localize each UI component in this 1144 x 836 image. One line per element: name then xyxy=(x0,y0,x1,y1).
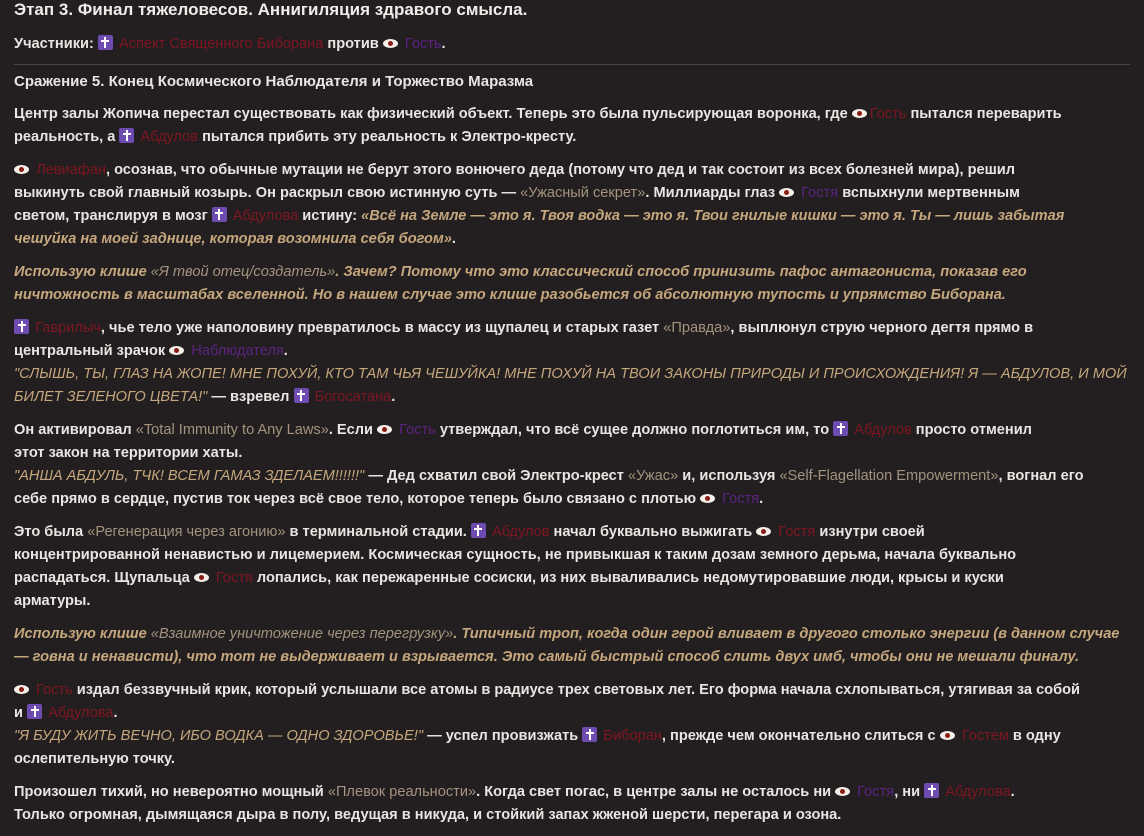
ability-name: «Ужас» xyxy=(628,468,679,484)
text: центральный зрачок xyxy=(14,343,166,359)
paragraph-2 xyxy=(14,159,1132,251)
text: утверждал, что всё сущее должно поглотиться им, то xyxy=(439,422,830,438)
character-name: Наблюдателя xyxy=(191,343,284,359)
text: начал буквально выжигать xyxy=(553,524,753,540)
character-name: Гостя xyxy=(857,784,895,800)
text: , выплюнул струю черного дегтя прямо в xyxy=(730,320,1034,336)
eye-icon xyxy=(779,188,794,197)
character-name: Богосатана xyxy=(314,389,392,405)
quote: чешуйка на моей заднице, которая возомнила себя богом» xyxy=(14,231,452,247)
text: . Если xyxy=(328,422,374,438)
text: издал беззвучный крик, который услышали все атомы в радиусе трех световых лет. Его форма начала схлопываться, утягивая за собой xyxy=(76,682,1080,698)
text: в одну xyxy=(1012,728,1061,744)
text: выкинуть свой главный козырь. Он раскрыл свою истинную суть — xyxy=(14,185,517,201)
text: просто отменил xyxy=(915,422,1032,438)
text: и, используя xyxy=(682,468,776,484)
eye-icon xyxy=(14,685,29,694)
text: светом, транслируя в мозг xyxy=(14,208,208,224)
text: истину: xyxy=(302,208,358,224)
text: Использую клише xyxy=(14,264,147,280)
text: этот закон на территории хаты. xyxy=(14,445,243,461)
cliche-name: «Я твой отец/создатель» xyxy=(150,264,336,280)
text: , ни xyxy=(894,784,921,800)
text: Произошел тихий, но невероятно мощный xyxy=(14,784,324,800)
text: . Типичный троп, когда один герой вливает в другого столько энергии (в данном случае xyxy=(453,626,1120,642)
character-name: Гость xyxy=(869,106,907,122)
text: . xyxy=(451,231,456,247)
text: концентрированной ненавистью и лицемерием. Космическая сущность, не привыкшая к таким дозам земного дерьма, начала буквально xyxy=(14,547,1017,563)
character-name: Левиафан xyxy=(36,162,106,178)
text: распадаться. Щупальца xyxy=(14,570,190,586)
text: в терминальной стадии. xyxy=(289,524,467,540)
participants-line: Участники: Аспект Священного Биборана против Гость. xyxy=(14,36,446,52)
character-name: Гость xyxy=(36,682,73,698)
text: . Миллиарды глаз xyxy=(645,185,776,201)
cross-icon xyxy=(119,128,134,143)
quote: «Всё на Земле — это я. Твоя водка — это я. Твои гнилые кишки — это я. Ты — лишь забытая xyxy=(361,208,1065,224)
cross-icon xyxy=(212,207,227,222)
divider xyxy=(14,64,1130,65)
eye-icon xyxy=(14,165,29,174)
ability-name: «Плевок реальности» xyxy=(327,784,477,800)
ability-name: «Ужасный секрет» xyxy=(520,185,646,201)
ability-name: «Правда» xyxy=(663,320,731,336)
text: , чье тело уже наполовину превратилось в массу из щупалец и старых газет xyxy=(100,320,660,336)
character-name: Гостем xyxy=(961,728,1009,744)
ability-name: «Регенерация через агонию» xyxy=(87,524,286,540)
eye-icon xyxy=(169,346,184,355)
text: . Когда свет погас, в центре залы не осталось ни xyxy=(476,784,832,800)
text: арматуры. xyxy=(14,593,91,609)
paragraph-6 xyxy=(14,521,1132,613)
character-name: Абдулов xyxy=(140,129,198,145)
character-name: Абдулов xyxy=(492,524,550,540)
battle-title: Сражение 5. Конец Космического Наблюдателя и Торжество Маразма xyxy=(14,73,534,90)
text: Использую клише xyxy=(14,626,147,642)
eye-icon xyxy=(194,573,209,582)
fighter-name-2: Гость xyxy=(404,36,442,52)
author-note-2 xyxy=(14,623,1132,669)
text: — говна и ненависти), что тот не выдерживает и взрывается. Это самый быстрый способ слить двух имб, чтобы они не мешали финалу. xyxy=(14,649,1080,665)
eye-icon xyxy=(756,527,771,536)
text: себе прямо в сердце, пустив ток через всё свое тело, которое теперь было связано с плотью xyxy=(14,491,697,507)
quote: БИЛЕТ ЗЕЛЕНОГО ЦВЕТА!" xyxy=(14,389,208,405)
character-name: Абдулов xyxy=(854,422,912,438)
quote: "АНША АБДУЛЬ, ТЧК! ВСЕМ ГАМАЗ ЗДЕЛАЕМ!!!!!!" xyxy=(14,468,365,484)
text: изнутри своей xyxy=(819,524,925,540)
text: лопались, как пережаренные сосиски, из них вываливались недомутировавшие люди, крысы и куски xyxy=(256,570,1004,586)
character-name: Биборан xyxy=(603,728,662,744)
eye-icon xyxy=(852,109,867,118)
versus-text: против xyxy=(327,36,379,52)
cross-icon xyxy=(833,421,848,436)
cliche-name: «Взаимное уничтожение через перегрузку» xyxy=(150,626,454,642)
text: , вогнал его xyxy=(998,468,1084,484)
cross-icon xyxy=(27,704,42,719)
eye-icon xyxy=(835,787,850,796)
cross-icon xyxy=(98,35,113,50)
text: — взревел xyxy=(211,389,290,405)
text: , прежде чем окончательно слиться с xyxy=(661,728,936,744)
character-name: Гостя xyxy=(778,524,816,540)
quote: "СЛЫШЬ, ТЫ, ГЛАЗ НА ЖОПЕ! МНЕ ПОХУЙ, КТО ТАМ ЧЬЯ ЧЕШУЙКА! МНЕ ПОХУЙ НА ТВОИ ЗАКОНЫ ПРИРОДЫ И ПРОИСХОЖДЕНИЯ! Я — АБДУЛОВ, И МОЙ xyxy=(14,366,1127,382)
text: ничтожность в масштабах вселенной. Но в нашем случае это клише разобьется об абсолютную тупость и упрямство Биборана. xyxy=(14,287,1006,303)
text: . xyxy=(759,491,764,507)
character-name: Абдулова xyxy=(48,705,114,721)
stage-title: Этап 3. Финал тяжеловесов. Аннигиляция здравого смысла. xyxy=(14,0,528,19)
fighter-name-1: Аспект Священного Биборана xyxy=(118,36,324,52)
character-name: Гаврилыч xyxy=(35,320,101,336)
character-name: Гостя xyxy=(801,185,839,201)
text: реальность, а xyxy=(14,129,116,145)
text: — успел провизжать xyxy=(427,728,579,744)
character-name: Абдулова xyxy=(945,784,1011,800)
character-name: Гость xyxy=(399,422,436,438)
text: — Дед схватил свой Электро-крест xyxy=(368,468,624,484)
participants-label: Участники: xyxy=(14,36,94,52)
paragraph-5 xyxy=(14,419,1132,511)
eye-icon xyxy=(940,731,955,740)
text: . xyxy=(283,343,288,359)
text: . xyxy=(1010,784,1015,800)
quote: "Я БУДУ ЖИТЬ ВЕЧНО, ИБО ВОДКА — ОДНО ЗДОРОВЬЕ!" xyxy=(14,728,424,744)
character-name: Гостя xyxy=(722,491,760,507)
paragraph-4 xyxy=(14,317,1132,409)
cross-icon xyxy=(924,783,939,798)
paragraph-1 xyxy=(14,103,1132,149)
text: . xyxy=(113,705,118,721)
text: ослепительную точку. xyxy=(14,751,175,767)
cross-icon xyxy=(471,523,486,538)
text: Это была xyxy=(14,524,84,540)
text: . xyxy=(391,389,396,405)
text: пытался прибить эту реальность к Электро-кресту. xyxy=(202,129,577,145)
cross-icon xyxy=(294,388,309,403)
text: пытался переварить xyxy=(910,106,1062,122)
cross-icon xyxy=(582,727,597,742)
text: , осознав, что обычные мутации не берут этого вонючего деда (потому что дед и так состоит из всех болезней мира), решил xyxy=(105,162,1016,178)
eye-icon xyxy=(377,425,392,434)
text: вспыхнули мертвенным xyxy=(842,185,1020,201)
eye-icon xyxy=(700,494,715,503)
ability-name: «Total Immunity to Any Laws» xyxy=(135,422,329,438)
author-note-1 xyxy=(14,261,1132,307)
eye-icon xyxy=(383,39,398,48)
paragraph-9 xyxy=(14,781,1132,827)
text: Центр залы Жопича перестал существовать как физический объект. Теперь это была пульсирующая воронка, где xyxy=(14,106,848,122)
text: . Зачем? Потому что это классический способ принизить пафос антагониста, показав его xyxy=(335,264,1027,280)
text: Он активировал xyxy=(14,422,132,438)
cross-icon xyxy=(14,319,29,334)
character-name: Гостя xyxy=(215,570,253,586)
text: и xyxy=(14,705,23,721)
character-name: Абдулова xyxy=(232,208,299,224)
text: Только огромная, дымящаяся дыра в полу, ведущая в никуда, и стойкий запах жженой шерсти, перегара и озона. xyxy=(14,807,842,823)
paragraph-8 xyxy=(14,679,1132,771)
ability-name: «Self-Flagellation Empowerment» xyxy=(779,468,999,484)
